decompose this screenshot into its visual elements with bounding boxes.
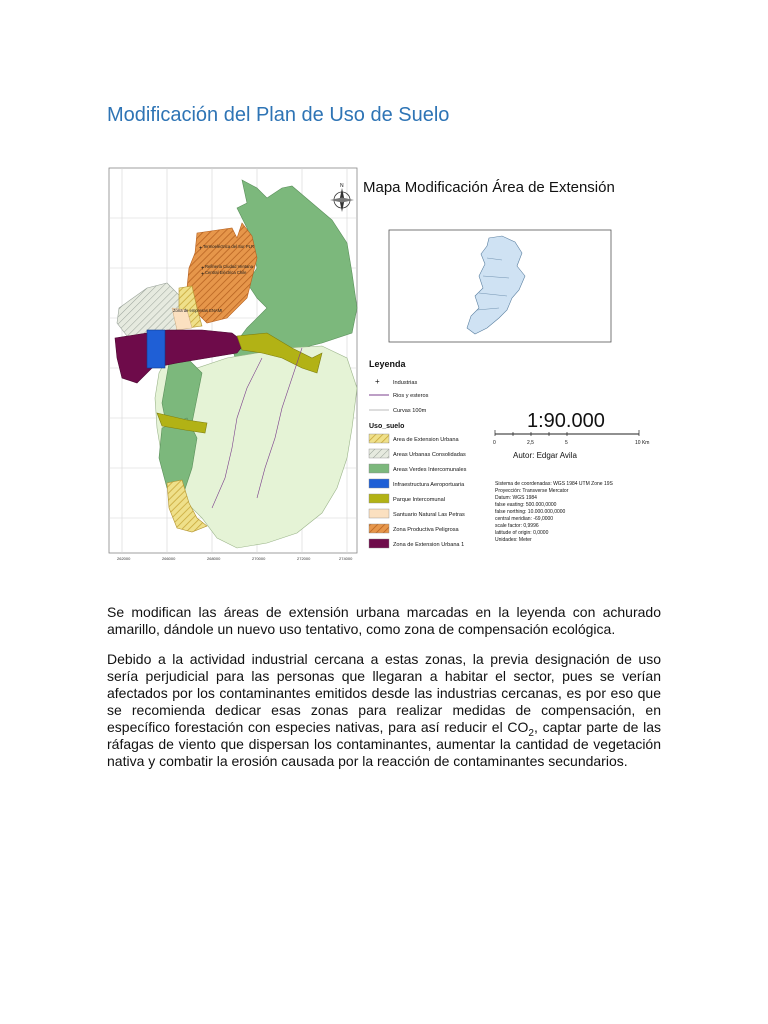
land-use-map-figure [107,158,661,568]
projection-line: Sistema de coordenadas: WGS 1984 UTM Zone 19S [495,481,613,487]
axis-tick-label: 268000 [207,556,221,561]
projection-line: false northing: 10.000.000,0000 [495,509,566,515]
legend-label: Zona Productiva Peligrosa [393,527,459,533]
map-label: Termoeléctrica del Sur PLR [203,244,254,249]
projection-line: Unidades: Meter [495,537,532,543]
axis-tick-label: 274000 [339,556,353,561]
map-axis-x [117,556,353,561]
legend-label: Zona de Extension Urbana 1 [393,542,465,548]
legend-label: Santuario Natural Las Petras [393,512,465,518]
paragraph-text: Debido a la actividad industrial cercana a estas zonas, la previa designación de uso sería perjudicial para las personas que llegaran a habitar el sector, pues se verían afectados por los contaminantes emitidos desde las industrias cercanas, es por eso que se recomienda dedicar esas zonas para realizar medidas de compensación, en específico forestación con especies nativas, para así reducir el CO [107,651,661,735]
projection-line: central meridian: -69,0000 [495,516,554,522]
uso-suelo-title: Uso_suelo [369,423,405,430]
paragraph-text: , captar parte de las ráfagas de viento que dispersan los contaminantes, aumentar la cantidad de vegetación nativa y combatir la erosión causada por la reacción de contaminantes secundarios. [107,719,661,769]
projection-line: Proyección: Transverse Mercator [495,488,569,494]
svg-text:+: + [199,246,203,252]
projection-line: scale factor: 0,9996 [495,523,539,529]
legend-label: Industrias [393,380,418,386]
legend-label: Areas Verdes Intercomunales [393,467,467,473]
legend-label: Area de Extension Urbana [393,437,459,443]
legend-title: Leyenda [369,359,406,369]
projection-line: Datum: WGS 1984 [495,495,537,501]
legend-label: Rios y esteros [393,393,429,399]
map-title: Mapa Modificación Área de Extensión [363,179,615,196]
axis-tick-label: 272000 [297,556,311,561]
axis-tick-label: 262000 [117,556,131,561]
paragraph-compensation: Se modifican las áreas de extensión urbana marcadas en la leyenda con achurado amarillo, dándole un nuevo uso tentativo, como zona de compensación ecológica. [107,604,661,637]
scalebar-tick: 2,5 [527,440,534,446]
map-scale: 1:90.000 [527,410,605,432]
map-label: Zona de empresas ENAMI [173,308,223,313]
north-label: N [340,183,344,189]
subscript-two: 2 [528,727,534,739]
scalebar-tick: 0 [493,440,496,446]
projection-info [495,481,614,543]
svg-text:+: + [201,266,205,272]
scalebar-tick: 5 [565,440,568,446]
axis-tick-label: 270000 [252,556,266,561]
inset-locator-map [389,230,611,342]
legend-label: Parque Intercomunal [393,497,445,503]
map-label: Refinería Ciudad Ventana [205,264,253,269]
axis-tick-label: 266000 [162,556,176,561]
map-author: Autor: Edgar Avila [513,451,577,460]
scalebar [493,430,649,446]
projection-line: false easting: 500.000,0000 [495,502,557,508]
svg-text:+: + [375,377,380,386]
legend-label: Infraestructura Aeroportuaria [393,482,465,488]
infraestructura-aeroportuaria [147,330,165,368]
paragraph-industrial-activity [107,651,661,770]
map-legend [369,359,467,548]
page-title: Modificación del Plan de Uso de Suelo [107,104,450,126]
scalebar-tick: 10 Km [635,440,650,446]
legend-label: Areas Urbanas Consolidadas [393,452,466,458]
map-label: Central Eléctrica Chile [205,270,247,275]
legend-label: Curvas 100m [393,408,427,414]
projection-line: latitude of origin: 0,0000 [495,530,549,536]
svg-text:+: + [201,272,205,278]
